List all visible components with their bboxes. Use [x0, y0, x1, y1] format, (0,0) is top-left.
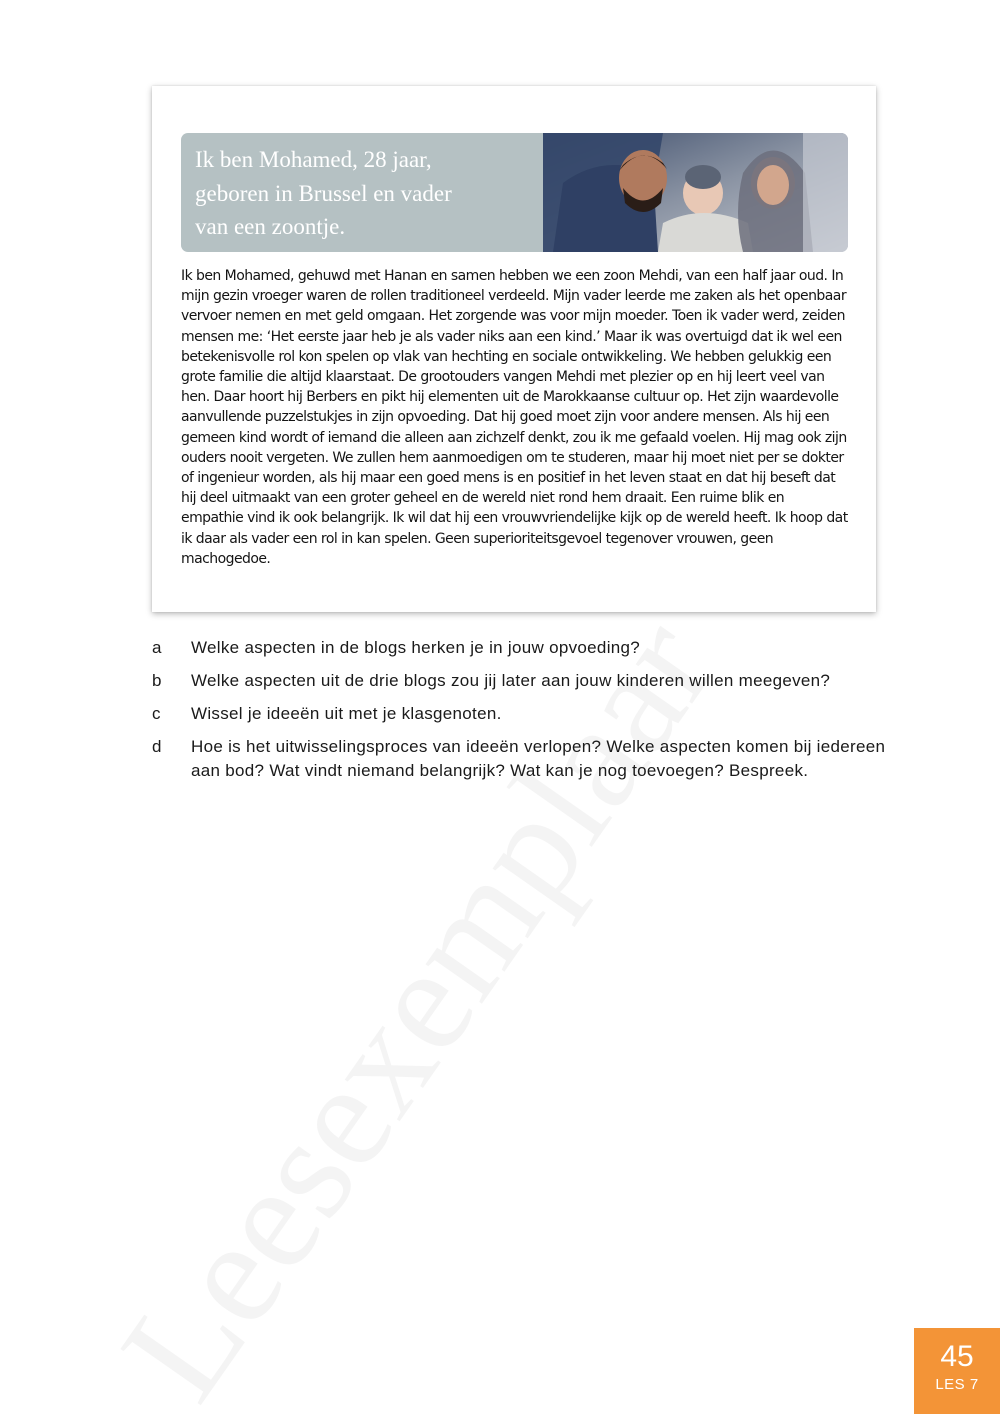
question-letter: b [152, 671, 162, 690]
question-item [152, 669, 892, 693]
blog-card [152, 86, 876, 612]
page-number-tab [914, 1328, 1000, 1414]
question-text: Wissel je ideeën uit met je klasgenoten. [191, 704, 502, 723]
family-photo-icon [543, 133, 848, 252]
lesson-label: LES 7 [935, 1376, 979, 1393]
question-letter: c [152, 704, 161, 723]
page-number: 45 [940, 1340, 974, 1373]
question-text: Welke aspecten in de blogs herken je in jouw opvoeding? [191, 638, 641, 657]
question-item [152, 636, 892, 660]
question-text: Welke aspecten uit de drie blogs zou jij later aan jouw kinderen willen meegeven? [191, 671, 831, 690]
question-letter: a [152, 638, 162, 657]
question-letter: d [152, 737, 162, 756]
question-list [152, 636, 892, 792]
question-item [152, 735, 892, 783]
blog-banner [181, 133, 848, 252]
blog-banner-title: Ik ben Mohamed, 28 jaar, geboren in Brussel en vader van een zoontje. [195, 147, 452, 239]
question-item [152, 702, 892, 726]
blog-body-text: Ik ben Mohamed, gehuwd met Hanan en samen hebben we een zoon Mehdi, van een half jaar oud. In mijn gezin vroeger waren de rollen traditioneel verdeeld. Mijn vader leerde me zaken als het openbaar vervoer nemen en met geld omgaan. Het zorgende was voor mijn moeder. Toen ik vader werd, zeiden mensen me: ‘Het eerste jaar heb je als vader niks aan een kind.’ Maar ik was overtuigd dat ik wel een betekenisvolle rol kon spelen op vlak van hechting en sociale ontwikkeling. We hebben gelukkig een grote familie die altijd klaarstaat. De grootouders vangen Mehdi met plezier op en hij leert veel van hen. Daar hoort hij Berbers en pikt hij elementen uit de Marokkaanse cultuur op. Het zijn waardevolle aanvullende puzzelstukjes in zijn opvoeding. Dat hij goed moet zijn voor andere mensen. Als hij een gemeen kind wordt of iemand die alleen aan zichzelf denkt, zou ik me gefaald voelen. Hij mag ook zijn ouders nooit vergeten. We zullen hem aanmoedigen om te studeren, maar hij moet niet per se dokter of ingenieur worden, als hij maar een goed mens is en positief in het leven staat en dat hij beseft dat hij deel uitmaakt van een groter geheel en de wereld niet rond hem draait. Een ruime blik en empathie vind ik ook belangrijk. Ik wil dat hij een vrouwvriendelijke kijk op de wereld heeft. Ik hoop dat ik daar als vader een rol in kan spelen. Geen superioriteitsgevoel tegenover vrouwen, geen machogedoe. [181, 268, 848, 567]
question-text: Hoe is het uitwisselingsproces van ideeën verlopen? Welke aspecten komen bij iedereen aan bod? Wat vindt niemand belangrijk? Wat kan je nog toevoegen? Bespreek. [191, 737, 886, 780]
